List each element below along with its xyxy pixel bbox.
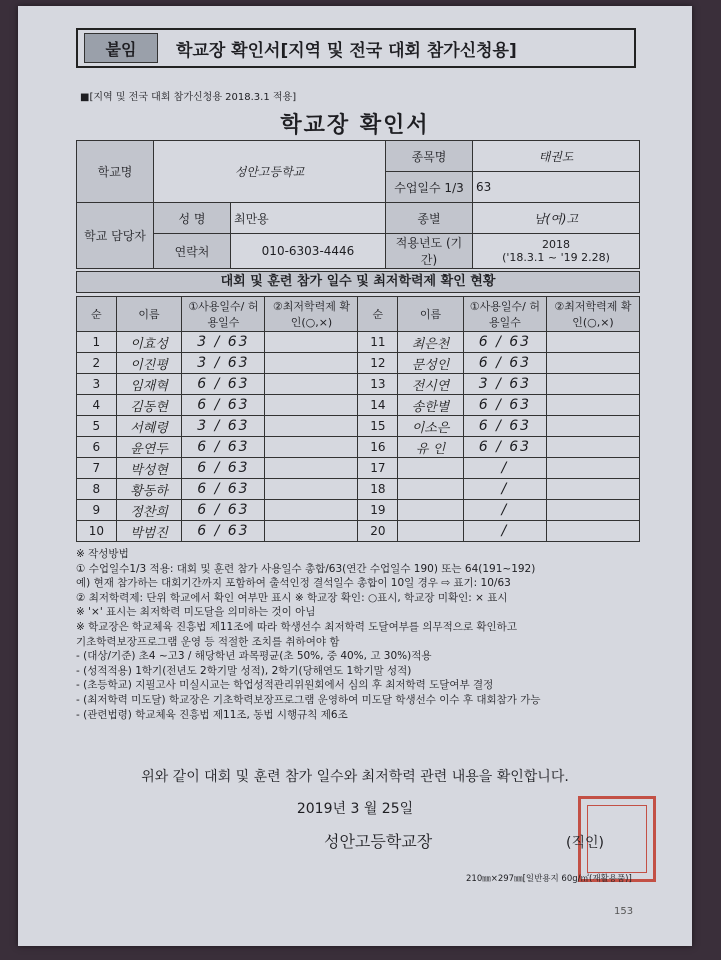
days-used: 3 / 63 [182,332,265,353]
student-name: 유 인 [398,437,464,458]
date: 2019년 3 월 25일 [296,801,414,817]
student-name: 정찬희 [116,500,182,521]
row-number: 16 [358,437,398,458]
col-days: ①사용일수/ 허용일수 [463,297,546,332]
academic-check [546,437,639,458]
name-value: 최만용 [231,203,386,234]
days-label: 수업일수 1/3 [386,172,473,203]
student-name: 전시연 [398,374,464,395]
academic-check [265,374,358,395]
days-value: 63 [473,172,640,203]
col-name: 이름 [398,297,464,332]
contact-label: 연락처 [154,234,231,269]
section-title: 대회 및 훈련 참가 일수 및 최저학력제 확인 현황 [76,271,640,293]
row-number: 12 [358,353,398,374]
academic-check [546,500,639,521]
row-number: 18 [358,479,398,500]
days-used: 6 / 63 [182,395,265,416]
table-row [77,437,640,458]
signer: 성안고등학교장 [324,832,433,851]
student-name [398,521,464,542]
document-header [76,28,636,68]
days-used: 6 / 63 [182,521,265,542]
note-line: ※ '×' 표시는 최저학력 미도달을 의미하는 것이 아님 [76,606,316,619]
academic-check [546,416,639,437]
page-title: 학교장 확인서 [280,113,430,138]
academic-check [546,521,639,542]
days-used: 6 / 63 [463,395,546,416]
document-page [18,6,692,946]
days-used: / [463,479,546,500]
col-name: 이름 [116,297,182,332]
row-number: 6 [77,437,117,458]
table-row [77,374,640,395]
table-row [77,521,640,542]
row-number: 15 [358,416,398,437]
page-mark: 153 [614,906,634,917]
note-line: - (최저학력 미도달) 학교장은 기초학력보장프로그램 운영하여 미도달 학생선수 이수 후 대회참가 가능 [76,693,541,706]
col-check: ②최저학력제 확인(○,×) [265,297,358,332]
roster-header-row [77,297,640,332]
academic-check [546,458,639,479]
student-name [398,458,464,479]
contact-value: 010-6303-4446 [231,234,386,269]
note-line: ※ 학교장은 학교체육 진흥법 제11조에 따라 학생선수 최저학력 도달여부를 의무적으로 확인하고 [76,620,517,633]
days-used: 3 / 63 [182,416,265,437]
student-name: 최은천 [398,332,464,353]
student-name [398,500,464,521]
row-number: 7 [77,458,117,479]
academic-check [265,521,358,542]
row-number: 11 [358,332,398,353]
days-used: / [463,458,546,479]
student-name: 황동하 [116,479,182,500]
seal-label: (직인) [566,835,604,851]
student-name [398,479,464,500]
note-line: ※ 작성방법 [76,548,129,560]
academic-check [265,332,358,353]
days-used: 6 / 63 [182,500,265,521]
table-row [77,500,640,521]
student-name: 이진평 [116,353,182,374]
col-no: 순 [77,297,117,332]
note-line: - (초등학교) 지필고사 미실시교는 학업성적관리위원회에서 심의 후 최저학력 도달여부 결정 [76,679,494,692]
col-no: 순 [358,297,398,332]
student-name: 임재혁 [116,374,182,395]
academic-check [265,416,358,437]
year-label: 적용년도 (기간) [386,234,473,269]
note-line: ② 최저학력제: 단위 학교에서 확인 여부만 표시 ※ 학교장 확인: ○표시, 학교장 미확인: × 표시 [76,591,508,604]
note-line: - (성적적용) 1학기(전년도 2학기말 성적), 2학기(당해연도 1학기말 성적) [76,664,412,677]
days-used: 6 / 63 [182,479,265,500]
row-number: 1 [77,332,117,353]
student-name: 박성현 [116,458,182,479]
academic-check [265,479,358,500]
table-row [77,479,640,500]
paper-spec: 210㎜×297㎜[일반용지 60g/㎡(재활용품)] [466,874,632,884]
confirmation-text: 위와 같이 대회 및 훈련 참가 일수와 최저학력 관련 내용을 확인합니다. [141,769,569,785]
note-line: - (대상/기준) 초4 ~고3 / 해당학년 과목평균(초 50%, 중 40%, 고 30%)적용 [76,650,432,663]
days-used: 6 / 63 [463,416,546,437]
row-number: 14 [358,395,398,416]
notes [76,547,666,722]
school-value: 성안고등학교 [154,141,386,203]
days-used: 3 / 63 [182,353,265,374]
academic-check [265,395,358,416]
row-number: 3 [77,374,117,395]
days-used: 6 / 63 [463,437,546,458]
student-name: 박범진 [116,521,182,542]
student-name: 이소은 [398,416,464,437]
days-used: 6 / 63 [182,374,265,395]
student-name: 윤연두 [116,437,182,458]
academic-check [265,437,358,458]
days-used: / [463,500,546,521]
days-used: 6 / 63 [463,332,546,353]
row-number: 13 [358,374,398,395]
row-number: 10 [77,521,117,542]
note-line: - (관련법령) 학교체육 진흥법 제11조, 동법 시행규칙 제6조 [76,708,348,721]
days-used: 6 / 63 [182,437,265,458]
table-row [77,395,640,416]
note-line: 예) 현재 참가하는 대회기간까지 포함하여 출석인정 결석일수 총합이 10일 경우 ⇨ 표기: 10/63 [76,577,511,590]
academic-check [546,479,639,500]
year-cell [473,234,640,269]
student-name: 이효성 [116,332,182,353]
academic-check [265,458,358,479]
year-value: 2018 [542,238,570,251]
academic-check [546,332,639,353]
row-number: 2 [77,353,117,374]
school-label: 학교명 [77,141,154,203]
row-number: 8 [77,479,117,500]
days-used: 6 / 63 [182,458,265,479]
table-row [77,332,640,353]
gender-value: 남(여)고 [473,203,640,234]
manager-label: 학교 담당자 [77,203,154,269]
days-used: 6 / 63 [463,353,546,374]
row-number: 5 [77,416,117,437]
days-used: / [463,521,546,542]
col-check: ②최저학력제 확인(○,×) [546,297,639,332]
sport-label: 종목명 [386,141,473,172]
row-number: 4 [77,395,117,416]
row-number: 20 [358,521,398,542]
form-note: ■[지역 및 전국 대회 참가신청용 2018.3.1 적용] [80,92,297,103]
header-title: 학교장 확인서[지역 및 전국 대회 참가신청용] [176,40,517,61]
table-row [77,416,640,437]
table-row [77,353,640,374]
student-name: 서혜령 [116,416,182,437]
year-period: ('18.3.1 ~ '19 2.28) [502,251,610,264]
academic-check [265,353,358,374]
row-number: 19 [358,500,398,521]
roster-table [76,296,640,542]
student-name: 김동현 [116,395,182,416]
student-name: 송한별 [398,395,464,416]
table-row [77,458,640,479]
days-used: 3 / 63 [463,374,546,395]
name-label: 성 명 [154,203,231,234]
school-info-table [76,140,640,269]
academic-check [546,395,639,416]
student-name: 문성인 [398,353,464,374]
academic-check [265,500,358,521]
note-line: ① 수업일수1/3 적용: 대회 및 훈련 참가 사용일수 총합/63(연간 수업일수 190) 또는 64(191~192) [76,562,536,575]
academic-check [546,374,639,395]
sport-value: 태권도 [473,141,640,172]
attachment-tag: 붙임 [84,33,158,63]
row-number: 17 [358,458,398,479]
academic-check [546,353,639,374]
note-line: 기초학력보장프로그램 운영 등 적절한 조치를 취하여야 함 [76,635,340,648]
row-number: 9 [77,500,117,521]
gender-label: 종별 [386,203,473,234]
col-days: ①사용일수/ 허용일수 [182,297,265,332]
